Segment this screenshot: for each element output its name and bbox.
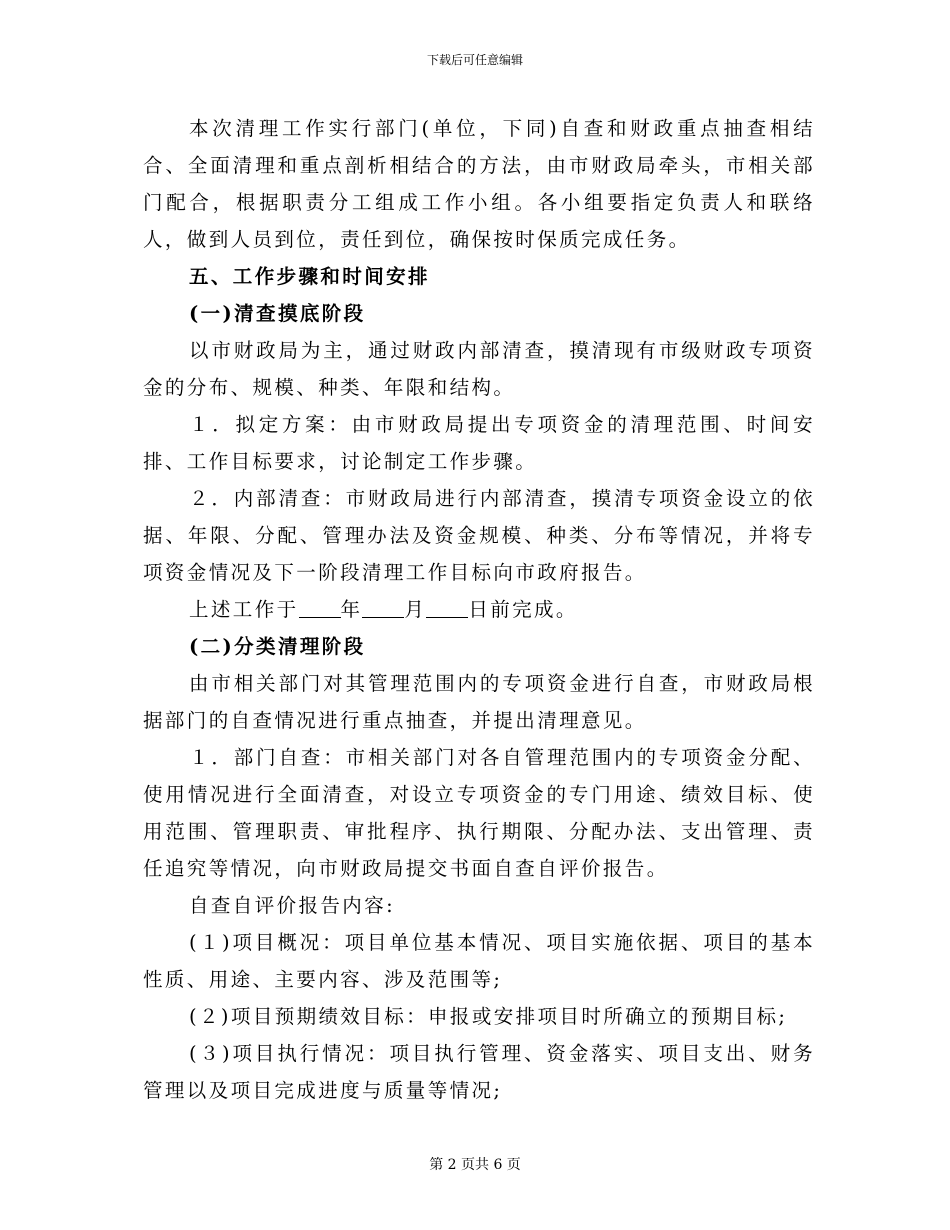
paragraph-item-3: (３)项目执行情况：项目执行管理、资金落实、项目支出、财务管理以及项目完成进度与质量等情况; <box>143 1042 815 1102</box>
document-body <box>143 110 815 1109</box>
blank-month <box>362 597 404 618</box>
paragraph-draft-plan: １．拟定方案：由市财政局提出专项资金的清理范围、时间安排、工作目标要求，讨论制定工作步骤。 <box>143 413 815 473</box>
deadline-month-label: 月 <box>404 598 427 621</box>
deadline-suffix: 日前完成。 <box>468 598 578 621</box>
blank-day <box>426 597 468 618</box>
paragraph-internal-check: ２．内部清查：市财政局进行内部清查，摸清专项资金设立的依据、年限、分配、管理办法及资金规模、种类、分布等情况，并将专项资金情况及下一阶段清理工作目标向市政府报告。 <box>143 487 815 584</box>
paragraph-item-1: (１)项目概况：项目单位基本情况、项目实施依据、项目的基本性质、用途、主要内容、涉及范围等; <box>143 931 815 991</box>
page-header: 下载后可任意编辑 <box>426 53 523 67</box>
page-footer: 第 2 页共 6 页 <box>429 1157 521 1173</box>
heading-work-steps: 五、工作步骤和时间安排 <box>189 265 430 288</box>
paragraph-item-2: (２)项目预期绩效目标：申报或安排项目时所确立的预期目标; <box>189 1005 788 1028</box>
blank-year <box>299 597 341 618</box>
paragraph-stage-one-intro: 以市财政局为主，通过财政内部清查，摸清现有市级财政专项资金的分布、规模、种类、年限和结构。 <box>143 339 815 399</box>
paragraph-dept-selfcheck: １．部门自查：市相关部门对各自管理范围内的专项资金分配、使用情况进行全面清查，对设立专项资金的专门用途、绩效目标、使用范围、管理职责、审批程序、执行期限、分配办法、支出管理、责任追究等情况，向市财政局提交书面自查自评价报告。 <box>143 746 815 880</box>
paragraph-stage-two-intro: 由市相关部门对其管理范围内的专项资金进行自查，市财政局根据部门的自查情况进行重点抽查，并提出清理意见。 <box>143 672 815 732</box>
deadline-prefix: 上述工作于 <box>189 598 299 621</box>
deadline-year-label: 年 <box>340 598 363 621</box>
heading-stage-two: (二)分类清理阶段 <box>189 635 366 658</box>
paragraph-method: 本次清理工作实行部门(单位，下同)自查和财政重点抽查相结合、全面清理和重点剖析相结合的方法，由市财政局牵头，市相关部门配合，根据职责分工组成工作小组。各小组要指定负责人和联络人，做到人员到位，责任到位，确保按时保质完成任务。 <box>143 117 815 251</box>
paragraph-report-content-label: 自查自评价报告内容: <box>189 894 396 917</box>
heading-stage-one: (一)清查摸底阶段 <box>189 302 366 325</box>
paragraph-deadline <box>143 591 815 628</box>
